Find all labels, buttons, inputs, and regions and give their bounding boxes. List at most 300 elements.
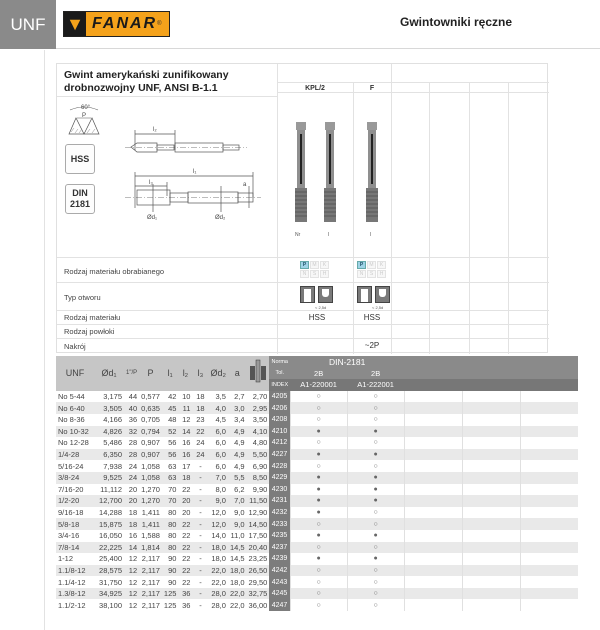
table-row [56, 472, 578, 484]
cell-l1: 125 [163, 600, 177, 610]
empty-cell [520, 484, 578, 496]
cell-size: 7/16-20 [58, 484, 84, 494]
cell-l2: 17 [182, 461, 191, 471]
empty-cell [520, 495, 578, 507]
empty-cell [520, 391, 578, 403]
table-row [56, 391, 578, 403]
availability-s2: ○ [347, 507, 404, 519]
cell-p: 0,705 [141, 415, 160, 425]
table-row [56, 542, 578, 554]
table-row [56, 576, 578, 588]
cell-l2: 20 [182, 508, 191, 518]
cell-drill: 4,80 [252, 438, 268, 448]
cell-index[interactable]: 4208 [269, 414, 290, 426]
cell-l1: 45 [162, 402, 179, 414]
th-norma-value: DIN-2181 [290, 356, 404, 368]
cell-tpi: 12 [128, 577, 138, 587]
cell-drill: 9,90 [252, 484, 268, 494]
column-header-f: F [369, 85, 375, 92]
thread-pitch-label: P [82, 113, 87, 119]
availability-s1: ● [290, 553, 347, 565]
empty-cell [404, 495, 462, 507]
cell-d1: 6,350 [94, 449, 124, 461]
empty-cell [404, 530, 462, 542]
cell-size: 1-12 [58, 554, 74, 564]
table-row [56, 553, 578, 565]
prop-label-workpiece-material: Rodzaj materiału obrabianego [64, 267, 165, 276]
th-index: INDEX [269, 379, 290, 391]
cell-size: No 12-28 [58, 438, 89, 448]
empty-cell [520, 576, 578, 588]
brand-name: FANAR [92, 15, 158, 32]
cell-p: 1,814 [141, 542, 160, 552]
product-title [64, 69, 229, 95]
cell-l3: - [192, 472, 208, 484]
blind-hole-icon [318, 286, 333, 303]
availability-s2: ● [347, 449, 404, 461]
cell-l3: - [199, 531, 202, 541]
material-p: P [300, 261, 309, 269]
cell-d1: 4,166 [103, 415, 122, 425]
empty-cell [462, 518, 520, 530]
cell-l3: - [192, 565, 208, 577]
empty-cell [520, 565, 578, 577]
availability-s1: ○ [290, 460, 347, 472]
cell-l1: 80 [168, 508, 177, 518]
cell-size: 5/8-18 [56, 518, 94, 530]
cell-l2: 14 [178, 426, 192, 438]
empty-cell [520, 507, 578, 519]
cell-d2: 4,0 [208, 402, 228, 414]
empty-cell [404, 553, 462, 565]
availability-s1: ○ [290, 437, 347, 449]
cell-d1: 31,750 [99, 577, 122, 587]
cell-tpi: 28 [124, 449, 139, 461]
badge-hss [65, 144, 95, 174]
table-row [56, 402, 578, 414]
cell-index[interactable]: 4237 [269, 542, 290, 554]
cell-index[interactable]: 4233 [269, 518, 290, 530]
cell-l3: - [199, 461, 202, 471]
cell-drill: 36,00 [248, 600, 268, 610]
table-row [56, 588, 578, 600]
cell-drill: 5,50 [247, 449, 270, 461]
cell-a: 9,0 [228, 518, 247, 530]
cell-l2: 12 [182, 415, 191, 425]
th-tol: Tol. [269, 368, 290, 380]
cell-p: 1,058 [141, 461, 160, 471]
cell-l2: 18 [178, 472, 192, 484]
cell-d2: 18,0 [208, 542, 228, 554]
cell-l1: 70 [162, 495, 179, 507]
th-index-empty [520, 379, 578, 391]
cell-a: 18,0 [229, 565, 245, 575]
badge-hss-text: HSS [70, 153, 90, 164]
cell-d2: 22,0 [208, 565, 228, 577]
empty-cell [404, 391, 462, 403]
cell-l2: 22 [182, 554, 191, 564]
cell-size: 1.1/2-12 [58, 600, 86, 610]
cell-drill: 8,50 [247, 472, 270, 484]
cell-d2: 8,0 [215, 484, 226, 494]
availability-s2: ○ [347, 460, 404, 472]
cell-l3: 18 [192, 402, 208, 414]
cell-d1: 22,225 [94, 542, 124, 554]
cell-a: 3,0 [228, 402, 247, 414]
availability-s2: ● [347, 472, 404, 484]
material-s: S [367, 270, 376, 278]
cell-l3: 23 [196, 415, 205, 425]
cell-index[interactable]: 4228 [269, 460, 290, 472]
cell-l2: 36 [178, 588, 192, 600]
cell-d2: 18,0 [211, 554, 226, 564]
th-tol-empty [520, 368, 578, 380]
empty-cell [520, 460, 578, 472]
availability-s1: ● [290, 495, 347, 507]
cell-tpi: 20 [124, 495, 139, 507]
cell-index[interactable]: 4239 [269, 553, 290, 565]
cell-size: No 8-36 [58, 415, 85, 425]
availability-s2: ○ [347, 576, 404, 588]
cell-d1: 14,288 [99, 508, 122, 518]
material-k: K [377, 261, 386, 269]
cell-p: 2,117 [139, 565, 162, 577]
tap-label-bottoming: I [370, 232, 372, 238]
availability-s1: ● [290, 484, 347, 496]
table-row [56, 484, 578, 496]
cell-l2: 22 [182, 531, 191, 541]
empty-cell [462, 542, 520, 554]
cell-l2: 22 [178, 565, 192, 577]
through-hole-icon [357, 286, 372, 303]
cell-l1: 48 [168, 415, 177, 425]
empty-cell [404, 402, 462, 414]
cell-index[interactable]: 4247 [269, 599, 290, 611]
cell-size: 9/16-18 [58, 508, 84, 518]
divider [429, 82, 430, 354]
cell-d1: 28,575 [94, 565, 124, 577]
cell-size: 1/4-28 [56, 449, 94, 461]
th-unf: UNF [56, 356, 94, 391]
cell-l2: 22 [178, 518, 192, 530]
availability-s2: ● [347, 426, 404, 438]
logo-v-icon: ▼ [64, 12, 86, 36]
empty-cell [404, 449, 462, 461]
availability-s2: ○ [347, 518, 404, 530]
cell-p: 1,411 [141, 508, 160, 518]
cell-l3: - [199, 600, 202, 610]
tap-image-bottoming [365, 122, 379, 232]
th-tpi: 1"/P [124, 356, 139, 391]
empty-cell [462, 484, 520, 496]
cell-tpi: 12 [124, 588, 139, 600]
cell-d2: 4,5 [215, 415, 226, 425]
cell-d2: 7,0 [208, 472, 228, 484]
cell-p: 2,117 [141, 577, 160, 587]
cell-index[interactable]: 4230 [269, 484, 290, 496]
column-header-kpl2: KPL/2 [305, 85, 325, 92]
th-drill-icon [247, 356, 270, 391]
empty-cell [462, 495, 520, 507]
cell-l2: 20 [178, 495, 192, 507]
availability-s2: ○ [347, 414, 404, 426]
product-title-line1: Gwint amerykański zunifikowany [64, 69, 229, 81]
cell-index[interactable]: 4242 [269, 565, 290, 577]
cell-index[interactable]: 4227 [269, 449, 290, 461]
cell-l3: - [199, 577, 202, 587]
availability-s1: ○ [290, 588, 347, 600]
table-row [56, 518, 578, 530]
cell-a: 2,7 [234, 392, 245, 402]
empty-cell [462, 599, 520, 611]
cell-l3: 24 [192, 449, 208, 461]
cell-l1: 56 [168, 438, 177, 448]
cell-index[interactable]: 4235 [269, 530, 290, 542]
cell-tpi: 12 [128, 600, 138, 610]
cell-l2: 16 [178, 449, 192, 461]
cell-p: 2,117 [141, 554, 160, 564]
empty-cell [520, 588, 578, 600]
table-row [56, 460, 578, 472]
cell-tpi: 24 [128, 461, 138, 471]
cell-d1: 4,826 [94, 426, 124, 438]
table-row [56, 507, 578, 519]
empty-cell [520, 542, 578, 554]
cell-d1: 38,100 [99, 600, 122, 610]
cell-p: 2,117 [139, 588, 162, 600]
drill-diagram-icon [250, 358, 266, 386]
cell-l1: 80 [168, 531, 177, 541]
availability-s2: ● [347, 495, 404, 507]
sidebar-divider [44, 50, 45, 630]
cell-drill: 17,50 [248, 531, 268, 541]
th-norma: Norma [269, 356, 290, 368]
th-a: a [228, 356, 247, 391]
cell-p: 0,635 [141, 403, 160, 413]
dim-l2-label: l₂ [153, 127, 157, 133]
cell-p: 2,117 [141, 600, 160, 610]
empty-cell [520, 530, 578, 542]
th-l3: l₃ [192, 356, 208, 391]
cell-p: 0,577 [141, 392, 160, 402]
cell-d1: 34,925 [94, 588, 124, 600]
cell-p: 0,794 [141, 426, 160, 436]
cell-tpi: 36 [128, 415, 138, 425]
cell-index[interactable]: 4210 [269, 426, 290, 438]
cell-drill: 6,90 [252, 461, 268, 471]
empty-cell [520, 449, 578, 461]
th-norma-empty [404, 356, 578, 368]
cell-tpi: 18 [128, 508, 138, 518]
cell-a: 5,5 [228, 472, 247, 484]
empty-cell [404, 426, 462, 438]
th-tol-empty [462, 368, 520, 380]
cell-a: 22,0 [229, 589, 245, 599]
cell-size: 7/8-14 [56, 542, 94, 554]
divider [57, 96, 277, 97]
divider [57, 257, 549, 258]
cell-l3: - [199, 554, 202, 564]
badge-din-line1: DIN [72, 188, 88, 198]
cell-size: No 5-44 [58, 392, 85, 402]
availability-s1: ● [290, 530, 347, 542]
th-l2: l₂ [178, 356, 192, 391]
cell-index[interactable]: 4212 [269, 437, 290, 449]
divider [277, 82, 549, 83]
cell-index[interactable]: 4206 [269, 402, 290, 414]
spec-table-body [56, 391, 578, 611]
tap-label-taper: Nr [295, 232, 301, 238]
th-index-empty [462, 379, 520, 391]
th-d1: Ød₁ [94, 356, 124, 391]
availability-s1: ○ [290, 414, 347, 426]
cell-drill: 2,95 [247, 402, 270, 414]
material-h: H [320, 270, 329, 278]
cell-d2: 28,0 [208, 588, 228, 600]
table-row [56, 426, 578, 438]
cell-drill: 32,75 [248, 589, 268, 599]
badge-din [65, 184, 95, 214]
through-hole-icon [300, 286, 315, 303]
product-title-line2: drobnozwojny UNF, ANSI B-1.1 [64, 82, 218, 94]
empty-cell [520, 426, 578, 438]
empty-cell [462, 588, 520, 600]
category-tab-unf[interactable]: UNF [0, 0, 56, 49]
table-row [56, 437, 578, 449]
cell-drill: 4,10 [247, 426, 270, 438]
cell-drill: 12,90 [248, 508, 268, 518]
cell-p: 0,907 [141, 438, 160, 448]
cell-d1: 11,112 [100, 484, 122, 494]
availability-s1: ○ [290, 402, 347, 414]
divider [57, 310, 549, 311]
cell-d2: 9,0 [208, 495, 228, 507]
empty-cell [404, 518, 462, 530]
cell-p: 1,411 [139, 518, 162, 530]
cell-size: 5/16-24 [58, 461, 84, 471]
page-title: Gwintowniki ręczne [400, 15, 513, 29]
cell-l1: 63 [168, 461, 177, 471]
cell-l2: 22 [178, 542, 192, 554]
cell-tpi: 12 [128, 554, 138, 564]
th-l1: l₁ [162, 356, 179, 391]
cell-index[interactable]: 4231 [269, 495, 290, 507]
cell-index[interactable]: 4232 [269, 507, 290, 519]
cell-l3: 18 [196, 392, 205, 402]
prop-label-hole-type: Typ otworu [64, 293, 101, 302]
cell-d2: 28,0 [211, 600, 226, 610]
cell-a: 4,9 [228, 426, 247, 438]
divider [277, 92, 549, 93]
cell-drill: 2,70 [252, 392, 268, 402]
cell-l3: - [199, 508, 202, 518]
cell-l1: 125 [163, 589, 177, 599]
cell-size: 1.3/8-12 [56, 588, 94, 600]
cell-index[interactable]: 4243 [269, 576, 290, 588]
availability-s1: ● [290, 449, 347, 461]
table-row [56, 565, 578, 577]
availability-s2: ○ [347, 542, 404, 554]
cell-a: 6,2 [234, 484, 245, 494]
cell-d1: 5,486 [103, 438, 122, 448]
cell-l3: - [192, 542, 208, 554]
cell-tpi: 32 [124, 426, 139, 438]
cell-l3: - [199, 484, 202, 494]
cell-l2: 22 [182, 484, 191, 494]
empty-cell [462, 426, 520, 438]
empty-cell [462, 414, 520, 426]
cell-size: No 6-40 [56, 402, 94, 414]
th-p: P [139, 356, 162, 391]
cell-d2: 6,0 [215, 461, 226, 471]
empty-cell [404, 472, 462, 484]
material-grid-f [357, 261, 386, 278]
cell-l1: 80 [162, 518, 179, 530]
availability-s2: ○ [347, 402, 404, 414]
th-index-empty [404, 379, 462, 391]
hole-note-f: < 2,5d [372, 305, 384, 310]
cell-d1: 3,175 [103, 392, 122, 402]
cell-tpi: 16 [128, 531, 138, 541]
cell-drill: 14,50 [248, 519, 268, 529]
table-row [56, 530, 578, 542]
prop-label-chamfer: Nakrój [64, 342, 86, 351]
cell-l1: 56 [162, 449, 179, 461]
availability-s1: ○ [290, 576, 347, 588]
material-n: N [357, 270, 366, 278]
empty-cell [462, 402, 520, 414]
th-tol-f: 2B [347, 368, 404, 380]
cell-l2: 36 [182, 600, 191, 610]
cell-d1: 9,525 [94, 472, 124, 484]
availability-s1: ○ [290, 599, 347, 611]
empty-cell [520, 402, 578, 414]
cell-index[interactable]: 4245 [269, 588, 290, 600]
cell-a: 22,0 [229, 600, 245, 610]
tool-material-kpl2: HSS [308, 313, 326, 322]
cell-d1: 25,400 [99, 554, 122, 564]
availability-s1: ○ [290, 542, 347, 554]
cell-l2: 22 [182, 577, 191, 587]
hole-note-kpl2: < 2,5d [315, 305, 327, 310]
th-tol-empty [404, 368, 462, 380]
cell-index[interactable]: 4229 [269, 472, 290, 484]
cell-tpi: 14 [124, 542, 139, 554]
th-index-f: A1-222001 [347, 379, 404, 391]
cell-a: 4,9 [228, 449, 247, 461]
cell-d2: 12,0 [211, 508, 226, 518]
empty-cell [462, 507, 520, 519]
empty-cell [462, 391, 520, 403]
cell-size: 1/2-20 [56, 495, 94, 507]
cell-a: 14,5 [229, 542, 245, 552]
cell-tpi: 44 [128, 392, 138, 402]
cell-l1: 42 [168, 392, 177, 402]
cell-l1: 80 [162, 542, 179, 554]
material-m: M [310, 261, 319, 269]
cell-index[interactable]: 4205 [269, 391, 290, 403]
cell-d2: 12,0 [208, 518, 228, 530]
empty-cell [404, 484, 462, 496]
prop-label-tool-material: Rodzaj materiału [64, 313, 121, 322]
cell-drill: 3,50 [252, 415, 268, 425]
cell-d1: 7,938 [103, 461, 122, 471]
thread-profile-icon [67, 102, 101, 136]
chamfer-f: ~2P [364, 341, 380, 350]
cell-d2: 6,0 [208, 449, 228, 461]
empty-cell [462, 437, 520, 449]
cell-d1: 3,505 [94, 402, 124, 414]
